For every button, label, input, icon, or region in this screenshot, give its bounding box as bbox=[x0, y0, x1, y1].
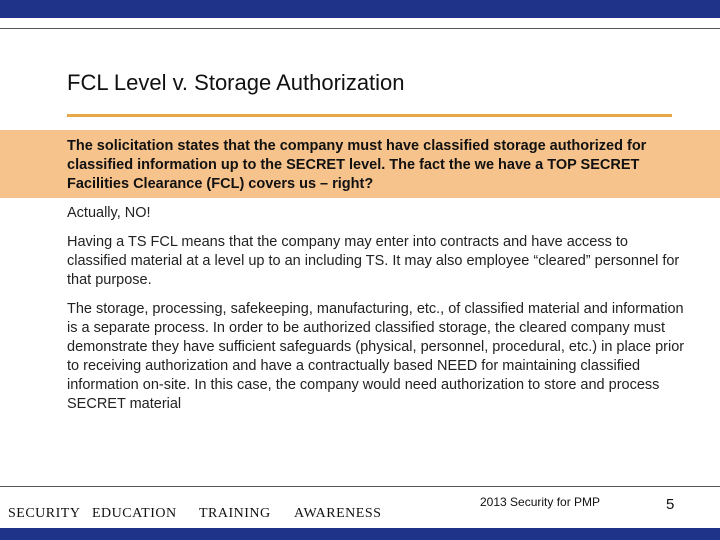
paragraph-answer: Actually, NO! bbox=[67, 205, 151, 221]
paragraph-storage: The storage, processing, safekeeping, manufacturing, etc., of classified material and information is a separate process. In order to be authorized classified storage, the cleared company must demonstrate they have sufficient safeguards (physical, personnel, procedural, etc.) in place prior to receiving authorization and have a contractually based NEED for maintaining classified information on-site. In this case, the company would need authorization to store and process SECRET material bbox=[67, 301, 685, 412]
footer-word-education: EDUCATION bbox=[92, 506, 177, 521]
footer-word-training: TRAINING bbox=[199, 506, 271, 521]
bottom-banner-bar bbox=[0, 528, 720, 540]
top-divider bbox=[0, 28, 720, 29]
title-underline bbox=[67, 114, 672, 117]
top-banner-bar bbox=[0, 0, 720, 18]
footer-word-security: SECURITY bbox=[8, 506, 81, 521]
footer-divider bbox=[0, 486, 720, 487]
paragraph-ts-fcl: Having a TS FCL means that the company may enter into contracts and have access to classified material at a level up to an including TS. It may also employee “cleared” personnel for that purpose. bbox=[67, 234, 680, 288]
callout-text: The solicitation states that the company must have classified storage authorized for classified information up to the SECRET level. The fact the we have a TOP SECRET Facilities Clearance (FCL) covers us – right? bbox=[67, 138, 647, 192]
footer-note: 2013 Security for PMP bbox=[480, 495, 601, 509]
page-number: 5 bbox=[666, 496, 675, 513]
slide-title: FCL Level v. Storage Authorization bbox=[67, 70, 405, 95]
footer-word-awareness: AWARENESS bbox=[294, 506, 382, 521]
